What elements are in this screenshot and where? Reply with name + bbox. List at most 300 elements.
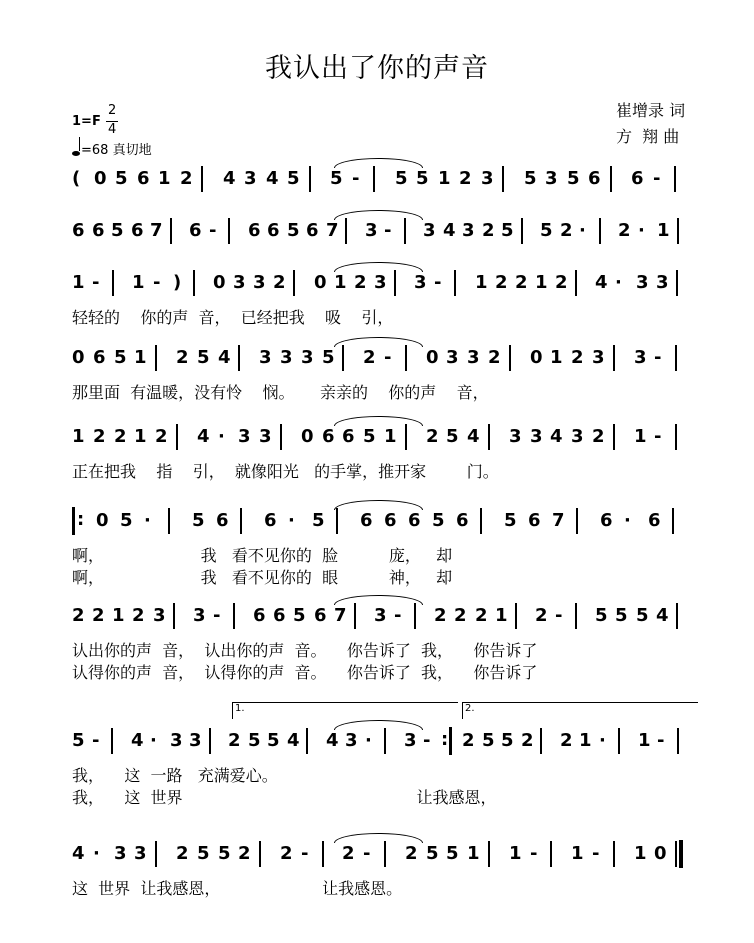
note-number: 3: [404, 730, 417, 751]
barline: [306, 728, 308, 754]
repeat-dots: :: [77, 509, 85, 530]
notation-line: [72, 220, 702, 244]
note-number: 5: [115, 168, 128, 189]
dash-extension: -: [434, 272, 442, 293]
note-number: 3: [134, 843, 147, 864]
note-number: 3: [238, 426, 251, 447]
repeat-dots: :: [441, 729, 449, 750]
note-number: 2: [132, 605, 145, 626]
note-number: 0: [94, 168, 107, 189]
note-number: 6: [253, 605, 266, 626]
note-number: 5: [524, 168, 537, 189]
note-number: 1: [384, 426, 397, 447]
note-number: 3: [446, 347, 459, 368]
barline: [613, 424, 615, 450]
lyric-line: 这 世界 让我感恩， 让我感恩。: [72, 879, 403, 898]
barline: [405, 345, 407, 371]
notation-line: [72, 730, 702, 754]
slur-arc: [334, 262, 423, 272]
barline: [112, 270, 114, 296]
note-number: 3: [153, 605, 166, 626]
note-number: 5: [501, 730, 514, 751]
dot-augmentation: ·: [218, 426, 225, 447]
lyric-line: 那里面 有温暖，没有怜 悯。 亲亲的 你的声 音，: [72, 383, 489, 402]
note-number: 5: [416, 168, 429, 189]
note-number: 5: [293, 605, 306, 626]
note-number: ): [173, 272, 182, 293]
note-number: 3: [114, 843, 127, 864]
note-number: 3: [345, 730, 358, 751]
note-number: 4: [656, 605, 669, 626]
note-number: 3: [530, 426, 543, 447]
note-number: 6: [408, 510, 421, 531]
note-number: 2: [515, 272, 528, 293]
key-signature: 1=F: [72, 114, 101, 129]
note-number: 1: [475, 272, 488, 293]
note-number: 2: [273, 272, 286, 293]
note-number: 2: [155, 426, 168, 447]
dot-augmentation: ·: [150, 730, 157, 751]
barline: [610, 166, 612, 192]
note-number: 0: [426, 347, 439, 368]
barline: [293, 270, 295, 296]
lyric-line: 啊， 我 看不见你的 眼 神， 却: [72, 568, 453, 587]
note-number: 3: [193, 605, 206, 626]
notation-line: [72, 347, 702, 371]
note-number: 0: [72, 347, 85, 368]
dot-augmentation: ·: [599, 730, 606, 751]
barline: [405, 424, 407, 450]
barline: [155, 841, 157, 867]
note-number: 4: [131, 730, 144, 751]
barline: [675, 424, 677, 450]
barline: [676, 270, 678, 296]
dash-extension: -: [530, 843, 538, 864]
barline: [674, 166, 676, 192]
quarter-note-icon: [72, 151, 80, 156]
tempo-marking: [72, 139, 152, 158]
note-number: 1: [134, 426, 147, 447]
note-number: 6: [273, 605, 286, 626]
note-number: 3: [481, 168, 494, 189]
note-number: 3: [656, 272, 669, 293]
note-number: 1: [535, 272, 548, 293]
barline: [599, 218, 601, 244]
note-number: 2: [488, 347, 501, 368]
note-number: 5: [192, 510, 205, 531]
note-number: 2: [114, 426, 127, 447]
slur-arc: [334, 416, 423, 426]
barline: [404, 218, 406, 244]
notation-line: [72, 843, 702, 867]
note-number: (: [72, 168, 81, 189]
note-number: 6: [131, 220, 144, 241]
barline: [613, 345, 615, 371]
dash-extension: -: [301, 843, 309, 864]
barline: [173, 603, 175, 629]
note-number: 6: [588, 168, 601, 189]
dot-augmentation: ·: [288, 510, 295, 531]
barline: [201, 166, 203, 192]
barline: [488, 424, 490, 450]
note-number: 7: [334, 605, 347, 626]
note-number: 2: [560, 220, 573, 241]
barline: [414, 603, 416, 629]
note-number: 3: [259, 426, 272, 447]
note-number: 6: [92, 220, 105, 241]
note-number: 2: [462, 730, 475, 751]
barline: [575, 270, 577, 296]
repeat-end-barline: [449, 727, 452, 755]
note-number: 6: [384, 510, 397, 531]
note-number: 5: [287, 168, 300, 189]
note-number: 3: [467, 347, 480, 368]
note-number: 5: [615, 605, 628, 626]
note-number: 2: [180, 168, 193, 189]
note-number: 2: [228, 730, 241, 751]
lyric-line: 认得你的声 音， 认得你的声 音。 你告诉了 我， 你告诉了: [72, 663, 538, 682]
dot-augmentation: ·: [144, 510, 151, 531]
note-number: 2: [535, 605, 548, 626]
note-number: 4: [197, 426, 210, 447]
dash-extension: -: [394, 605, 402, 626]
note-number: 6: [360, 510, 373, 531]
note-number: 3: [365, 220, 378, 241]
barline: [193, 270, 195, 296]
note-number: 2: [405, 843, 418, 864]
barline: [228, 218, 230, 244]
note-number: 7: [150, 220, 163, 241]
note-number: 5: [595, 605, 608, 626]
barline: [488, 841, 490, 867]
notation-line: [72, 168, 702, 192]
slur-arc: [334, 337, 423, 347]
dot-augmentation: ·: [624, 510, 631, 531]
dash-extension: -: [92, 730, 100, 751]
note-number: 1: [158, 168, 171, 189]
note-number: 4: [218, 347, 231, 368]
note-number: 5: [312, 510, 325, 531]
note-number: 3: [462, 220, 475, 241]
note-number: 5: [197, 347, 210, 368]
barline: [259, 841, 261, 867]
note-number: 4: [326, 730, 339, 751]
note-number: 1: [495, 605, 508, 626]
note-number: 6: [648, 510, 661, 531]
note-number: 2: [571, 347, 584, 368]
note-number: 5: [267, 730, 280, 751]
note-number: 2: [495, 272, 508, 293]
note-number: 6: [216, 510, 229, 531]
notation-line: [72, 510, 702, 534]
barline: [677, 218, 679, 244]
barline: [502, 166, 504, 192]
note-number: 3: [545, 168, 558, 189]
barline: [280, 424, 282, 450]
note-number: 1: [509, 843, 522, 864]
note-number: 5: [218, 843, 231, 864]
dash-extension: -: [653, 168, 661, 189]
dot-augmentation: ·: [638, 220, 645, 241]
note-number: 2: [454, 605, 467, 626]
barline: [354, 603, 356, 629]
note-number: 5: [114, 347, 127, 368]
lyric-line: 正在把我 指 引， 就像阳光 的手掌，推开家 门。: [72, 462, 499, 481]
note-number: 2: [176, 843, 189, 864]
note-number: 5: [322, 347, 335, 368]
barline: [170, 218, 172, 244]
barline: [677, 728, 679, 754]
note-number: 1: [579, 730, 592, 751]
dot-augmentation: ·: [579, 220, 586, 241]
note-number: 4: [72, 843, 85, 864]
note-number: 3: [244, 168, 257, 189]
dash-extension: -: [423, 730, 431, 751]
note-number: 5: [111, 220, 124, 241]
barline: [233, 603, 235, 629]
slur-arc: [334, 720, 423, 730]
volta-bracket-1: [232, 702, 458, 719]
note-number: 4: [443, 220, 456, 241]
note-number: 5: [248, 730, 261, 751]
note-number: 5: [287, 220, 300, 241]
note-number: 2: [555, 272, 568, 293]
note-number: 4: [223, 168, 236, 189]
note-number: 6: [189, 220, 202, 241]
volta-label-2: 2.: [465, 703, 475, 714]
note-number: 5: [567, 168, 580, 189]
note-number: 2: [459, 168, 472, 189]
barline: [384, 841, 386, 867]
note-number: 6: [72, 220, 85, 241]
note-number: 2: [475, 605, 488, 626]
note-number: 3: [636, 272, 649, 293]
barline: [384, 728, 386, 754]
note-number: 4: [287, 730, 300, 751]
barline: [480, 508, 482, 534]
dash-extension: -: [363, 843, 371, 864]
note-number: 3: [414, 272, 427, 293]
note-number: 0: [96, 510, 109, 531]
note-number: 2: [560, 730, 573, 751]
note-number: 1: [634, 426, 647, 447]
note-number: 1: [112, 605, 125, 626]
note-number: 6: [631, 168, 644, 189]
note-number: 0: [213, 272, 226, 293]
time-signature-top: 2: [108, 103, 117, 118]
slur-arc: [334, 595, 423, 605]
dash-extension: -: [384, 220, 392, 241]
note-number: 1: [571, 843, 584, 864]
barline: [336, 508, 338, 534]
barline: [155, 345, 157, 371]
slur-arc: [334, 210, 423, 220]
note-number: 5: [446, 426, 459, 447]
note-number: 1: [132, 272, 145, 293]
dash-extension: -: [213, 605, 221, 626]
barline: [540, 728, 542, 754]
barline: [672, 508, 674, 534]
dash-extension: -: [555, 605, 563, 626]
barline: [345, 218, 347, 244]
note-number: 5: [330, 168, 343, 189]
note-number: 1: [334, 272, 347, 293]
dash-extension: -: [352, 168, 360, 189]
lyric-line: 认出你的声 音， 认出你的声 音。 你告诉了 我， 你告诉了: [72, 641, 538, 660]
lyric-line: 我， 这 一路 充满爱心。: [72, 766, 278, 785]
note-number: 1: [134, 347, 147, 368]
note-number: 0: [301, 426, 314, 447]
note-number: 6: [456, 510, 469, 531]
note-number: 5: [363, 426, 376, 447]
note-number: 3: [280, 347, 293, 368]
note-number: 5: [426, 843, 439, 864]
barline: [515, 603, 517, 629]
note-number: 1: [438, 168, 451, 189]
barline: [618, 728, 620, 754]
barline: [176, 424, 178, 450]
dash-extension: -: [654, 347, 662, 368]
notation-line: [72, 605, 702, 629]
dash-extension: -: [153, 272, 161, 293]
note-number: 5: [432, 510, 445, 531]
note-number: 6: [528, 510, 541, 531]
note-number: 2: [280, 843, 293, 864]
dash-extension: -: [92, 272, 100, 293]
repeat-start-barline: [72, 507, 75, 535]
note-number: 5: [120, 510, 133, 531]
lyric-line: 啊， 我 看不见你的 脸 庞， 却: [72, 546, 453, 565]
note-number: 2: [354, 272, 367, 293]
barline: [209, 728, 211, 754]
barline: [676, 603, 678, 629]
note-number: 3: [301, 347, 314, 368]
note-number: 3: [571, 426, 584, 447]
note-number: 7: [326, 220, 339, 241]
note-number: 6: [93, 347, 106, 368]
note-number: 0: [530, 347, 543, 368]
note-number: 2: [618, 220, 631, 241]
note-number: 6: [137, 168, 150, 189]
dot-augmentation: ·: [93, 843, 100, 864]
barline: [168, 508, 170, 534]
note-number: 3: [374, 272, 387, 293]
note-number: 2: [342, 843, 355, 864]
note-number: 2: [363, 347, 376, 368]
slur-arc: [334, 158, 423, 168]
note-number: 3: [423, 220, 436, 241]
note-number: 5: [504, 510, 517, 531]
note-number: 3: [189, 730, 202, 751]
dash-extension: -: [384, 347, 392, 368]
note-number: 3: [259, 347, 272, 368]
barline: [111, 728, 113, 754]
barline: [240, 508, 242, 534]
note-number: 3: [233, 272, 246, 293]
note-number: 2: [176, 347, 189, 368]
final-barline: [679, 840, 683, 868]
note-number: 6: [264, 510, 277, 531]
note-number: 4: [467, 426, 480, 447]
note-number: 5: [197, 843, 210, 864]
note-number: 3: [253, 272, 266, 293]
dash-extension: -: [657, 730, 665, 751]
dash-extension: -: [209, 220, 217, 241]
dot-augmentation: ·: [615, 272, 622, 293]
lyric-line: 轻轻的 你的声 音， 已经把我 吸 引，: [72, 308, 394, 327]
note-number: 2: [434, 605, 447, 626]
note-number: 4: [550, 426, 563, 447]
note-number: 2: [426, 426, 439, 447]
volta-bracket-2: [462, 702, 698, 719]
note-number: 2: [93, 426, 106, 447]
note-number: 2: [238, 843, 251, 864]
barline: [454, 270, 456, 296]
note-number: 1: [634, 843, 647, 864]
note-number: 1: [72, 272, 85, 293]
note-number: 5: [636, 605, 649, 626]
note-number: 2: [592, 426, 605, 447]
note-number: 6: [314, 605, 327, 626]
note-number: 0: [314, 272, 327, 293]
barline: [509, 345, 511, 371]
note-number: 1: [657, 220, 670, 241]
note-number: 0: [654, 843, 667, 864]
note-number: 6: [306, 220, 319, 241]
note-number: 3: [509, 426, 522, 447]
volta-label-1: 1.: [235, 703, 245, 714]
note-number: 6: [322, 426, 335, 447]
note-number: 1: [467, 843, 480, 864]
barline: [373, 166, 375, 192]
note-number: 5: [501, 220, 514, 241]
note-number: 2: [521, 730, 534, 751]
note-number: 3: [592, 347, 605, 368]
barline: [613, 841, 615, 867]
dash-extension: -: [592, 843, 600, 864]
notation-line: [72, 272, 702, 296]
note-number: 5: [395, 168, 408, 189]
barline: [342, 345, 344, 371]
note-number: 3: [170, 730, 183, 751]
lyricist-credit: 崔增录 词: [616, 101, 686, 120]
time-signature-bottom: 4: [108, 122, 117, 137]
slur-arc: [334, 833, 423, 843]
note-stem: [79, 137, 80, 151]
barline: [675, 841, 677, 867]
note-number: 1: [72, 426, 85, 447]
note-number: 7: [552, 510, 565, 531]
dash-extension: -: [654, 426, 662, 447]
dot-augmentation: ·: [365, 730, 372, 751]
barline: [576, 508, 578, 534]
tempo-text: =68 真切地: [81, 143, 152, 158]
barline: [550, 841, 552, 867]
note-number: 6: [342, 426, 355, 447]
song-title: 我认出了你的声音: [265, 53, 489, 84]
lyric-line: 我， 这 世界 让我感恩，: [72, 788, 497, 807]
barline: [309, 166, 311, 192]
note-number: 5: [446, 843, 459, 864]
barline: [322, 841, 324, 867]
barline: [238, 345, 240, 371]
note-number: 1: [638, 730, 651, 751]
note-number: 2: [72, 605, 85, 626]
barline: [575, 603, 577, 629]
note-number: 2: [92, 605, 105, 626]
note-number: 6: [248, 220, 261, 241]
slur-arc: [334, 500, 423, 510]
